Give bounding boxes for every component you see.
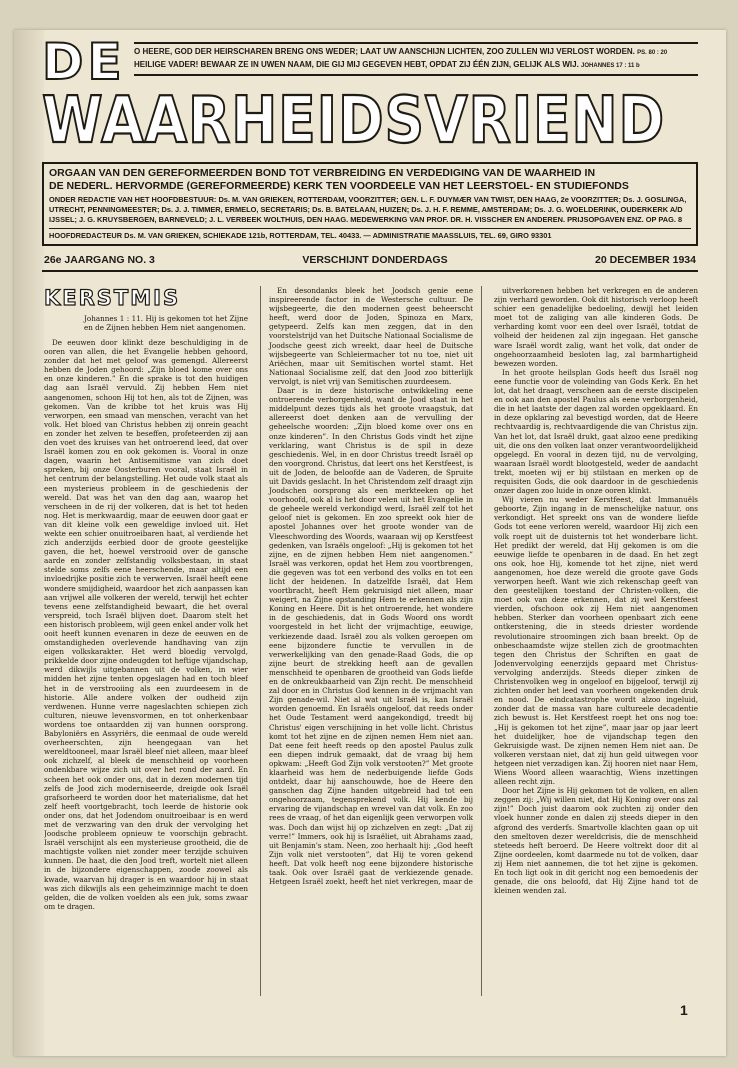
newspaper-title: WAARHEIDSVRIEND [42, 84, 665, 158]
editor-info: HOOFDREDACTEUR Ds. M. VAN GRIEKEN, SCHIEKADE 121b, ROTTERDAM, TEL. 40433. — ADMINISTRATIE MAASSLUIS, TEL. 69, GIRO 93301 [49, 228, 691, 241]
article-paragraph: En desondanks bleek het Joodsch genie eene inspireerende factor in de Westersche cultuur. De wijsbegeerte, die den modernen geest beheerscht heeft, werd door de Joden, Spinoza en Marx, getypeerd. Zelfs kan men zeggen, dat in den voorstelstrijd van het Duitsche Nationaal Socialisme de Joodsche geest zich wreekt, daar heel de Duitsche wijsbegeerte van Schleiermacher tot nu toe, niet uit Ariëchen, maar uit Semitischen wortel stamt. Het Nationaal Socialisme zelf, dat den Jood zoo bitterlijk vervolgt, is niet vrij van Semitischen zuurdeesem. [269, 286, 473, 386]
article-paragraph: uitverkorenen hebben het verkregen en de anderen zijn verhard geworden. Ook dit historisch verloop heeft schier een genadelijke bedoeling, dewijl het leiden moet tot de zaliging van alle kinderen Gods. De verharding komt voor een deel over Israël, totdat de volheid der heidenen zal zijn ingegaan. Het gansche ware Israël wordt zalig, want het volk, dat onder de ongehoorzaamheid besloten lag, zal barmhartigheid bewezen worden. [494, 286, 698, 368]
scripture-ref-2: JOHANNES 17 : 11 b [581, 63, 640, 69]
article-column-1 [44, 286, 248, 996]
editorial-board: ONDER REDACTIE VAN HET HOOFDBESTUUR: Ds. M. VAN GRIEKEN, ROTTERDAM, VOORZITTER; GEN. L. F. DUYMÆR VAN TWIST, DEN HAAG, 2e VOORZITTER; Ds. J. GOSLINGA, UTRECHT, PENNINGMEESTER; Ds. J. J. TIMMER, ERMELO, SECRETARIS; Ds. B. BATELAAN, HUIZEN; Ds. J. H. F. REMME, AMSTERDAM; Ds. J. G. WOELDERINK, OUDERKERK A/D IJSSEL; J. G. KRUYSBERGEN, BARNEVELD; J. L. VERBEEK WOLTHUIS, DEN HAAG. MEDEWERKING VAN PROF. DR. H. VISSCHER EN ANDEREN. PRIJSOPGAVEN ENZ. OP PAG. 8 [49, 195, 687, 225]
issue-date: 20 DECEMBER 1934 [595, 253, 696, 266]
masthead-top-row [42, 33, 698, 91]
article-paragraph: De eeuwen door klinkt deze beschuldiging in de ooren van allen, die het Evangelie hebben gehoord, zonder dat het met geloof was gemengd. Allereerst hebben de Joden gehoord: „Zijn bloed kome over ons en onze kinderen.” En die sprake is tot den huidigen dag aan Israël vervuld. Zij hebben Hem niet aangenomen, schoon Hij tot hen, als tot de Zijnen, was gekomen. Van de kribbe tot het kruis was Hij verworpen, een smaad van menschen, veracht van het volk. Het bloed van Christus hebben zij onrein geacht en zonder het zelven te beseffen, profeteerden zij aan den voet des kruises van het ontroerend leed, dat over Israël komen zou en ook gekomen is. Vooral in onze dagen, waarin het Antisemitisme van zich doet spreken, bij onze Oosterburen vooral, staat Israël in het centrum der belangstelling. Het oude volk staat als een mysterieus probleem in de geschiedenis der wereld. Dat was het van den dag aan, waarop het verscheen in de rij der volkeren, dat is het tot heden nog. Het is merkwaardig, maar de eeuwen door gaat er van dit kleine volk een geweldige invloed uit. Het wekte een schier onuitroeibaren haat, al verdiende het zich anderzijds eerbied door de groote geestelijke gaven, die het, hoewel verstrooid over de gansche aarde en zonder zelfstandig volksbestaan, in staat stelde soms zelfs eene heerschende, maar altijd een invloedrijke positie zich te verwerven. Israël heeft eene wondere smijdigheid, waardoor het zich aanpassen kan aan vrijwel alle volkeren der wereld, terwijl het echter tevens eene zelfstandigheid bewaart, die het overal verspreid, toch Israël blijven doet. Daarom stelt het een historisch probleem, wijl geen enkel ander volk het ooit heeft kunnen evenaren in deze de eeuwen en de omstandigheden overlevende handhaving van zijn eigen volkskarakter. Het werd bloedig vervolgd, prikkelde door zijne ondeugden tot heftige vijandschap, werd dikwijls uitgebannen uit de volken, in wier midden het zijne tenten opgeslagen had en toch bleef het in de verstrooiing als een zuurdeesem in de historie. Alle andere volken der oudheid zijn verdwenen. Hunne verre nageslachten schiepen zich culturen, nieuwe levensvormen, en tot onherkenbaar wordens toe ontaardden zij van hunnen oorsprong. Babyloniërs en Assyriërs, die eenmaal de oude wereld overheerschten, zijn heengegaan van het wereldtooneel, maar Israël bleef niet alleen, maar bleef ook zichzelf, al bleek de menschheid op voorheen ondenkbare wijze zich uit over het rond der aard. En scheen het ook onder ons, dat in dezen modernen tijd zelfs de Jood zich moderniseerde, dreigde ook Israël grafsorheerd te worden door het materialisme, dat het zelf heeft voortgebracht, toch leerde de historie ook onder ons, dat het Jodendom onuitroeibaar is en werd met de verzwaring van den druk der vervolging het Joodsche probleem opnieuw te voorschijn gebracht. Israël verschijnt als een mysterieuse grootheid, die de machtigste volken niet zonder meer terzijde schuiven kunnen. De haat, die den Jood treft, wortelt niet alleen in de bijzondere eigenschappen, zoode zoowel als kwade, waarvan hij drager is en waardoor hij in staat was zich dikwijls als een geheimzinnige macht te doen gelden, die de volken voelden als een juk, soms zwaar om te dragen. [44, 338, 248, 911]
article-columns [44, 286, 698, 996]
masthead [42, 33, 698, 272]
volume-number: 26e JAARGANG NO. 3 [44, 253, 155, 266]
organization-line-1: ORGAAN VAN DEN GEREFORMEERDEN BOND TOT VERBREIDING EN VERDEDIGING VAN DE WAARHEID IN [49, 167, 596, 179]
scripture-line-2: HEILIGE VADER! BEWAAR ZE IN UWEN NAAM, DIE GIJ MIJ GEGEVEN HEBT, OPDAT ZIJ ÉÉN ZIJN, GELIJK ALS WIJ. JOHANNES 17 : 11 b [134, 60, 640, 69]
scripture-line-1: O HEERE, GOD DER HEIRSCHAREN BRENG ONS WEDER; LAAT UW AANSCHIJN LICHTEN, ZOO ZULLEN WIJ VERLOST WORDEN. PS. 80 : 20 [134, 47, 668, 56]
article-paragraph: Daar is in deze historische ontwikkeling eene ontroerende verborgenheid, want de Jood staat in het middelpunt dezes tijds als het groote vraagstuk, dat allereerst doet denken aan de vervulling der geheelsche woorden: „Zijn bloed kome over ons en onze kinderen”. In den Christus Gods vindt het zijne verklaring, want Christus is de spil in deze geschiedenis. Wel, in en door Christus treedt Israël op den voorgrond. Christus, dat leert ons het Kerstfeest, is uit de Joden, de beloofde aan de Vaderen, de Spruite uit Davids geslacht. In het Christendom zelf draagt zijn Joodschen oorsprong als een merkteeken op het voorhoofd, ook al is het door velen uit het Evangelie in de geheele wereld verkondigd werd, Israël zelf tot het geloof niet is gekomen. En zoo spreekt ook hier de apostel Johannes over het groote wonder van de Vleeschwording des Woords, waaraan wij op Kerstfeest gedenken, van Israëls ongeloof: „Hij is gekomen tot het zijne, en de zijnen hebben Hem niet aangenomen.” Israël was verkoren, opdat het Hem zou voortbrengen, die gegeven was tot een verbond des volks en tot een licht der heidenen. In datzelfde Israël, dat Hem voortbracht, heeft Hem gekruisigd niet alleen, maar weigert, na Zijne opstanding Hem te erkennen als zijn Koning en Heere. Dit is het ontroerende, het wondere in de geschiedenis, dat in Gods Woord ons wordt voorgesteld in het licht der vrijmachtige, eeuwige, verkiezende daad. Israël zou als volken geroepen om eene bijzondere functie te vervullen in de verwerkelijking van den genade-Raad Gods, die op zijne beurt de strekking heeft aan de gevallen menschheid te openbaren de grootheid van Gods liefde en de onkreukbaarheid van Zijn recht. De menschheid zal door en in Christus God kennen in de vrijmacht van Zijn genade-wil. Niet al wat uit Israël is, kan Israël worden genoemd. En Israëls ongeloof, dat reeds onder het Oude Testament werd aangekondigd, treedt bij Christus' eigen verschijning in het volle licht. Christus komt tot het zijne en de zijnen nemen Hem niet aan. Dat eene feit heeft reeds op den apostel Paulus zulk een diepen indruk gemaakt, dat de vraag bij hem opkwam: „Heeft God Zijn volk verstooten?” Met groote klaarheid was hem de nederbuigende liefde Gods ontdekt, daar hij aanschouwde, hoe de Heere den ganschen dag Zijne handen uitgebreid had tot een ongehoorzaam, tegensprekend volk. Hij kende bij ervaring de vijandschap en wrevel van dat volk. En zoo rees de vraag, of het dan eigenlijk geen verworpen volk was. Doch dan wijst hij op zichzelven en zegt: „Dat zij verre!” Immers, ook hij is Israëliet, uit Abrahams zaad, uit Benjamin's stam. Neen, zoo herhaalt hij: „God heeft Zijn volk niet verstooten”, dat Hij te voren gekend heeft. Dat volk heeft nog eene bijzondere historische taak. Ook over Israël gaat de verkiezende genade. Hetgeen Israël zoekt, heeft het niet verkregen, maar de [269, 386, 473, 887]
scripture-ref-1: PS. 80 : 20 [637, 50, 668, 56]
article-column-2 [260, 286, 482, 996]
scripture-banner [134, 42, 698, 76]
article-paragraph: Wij vieren nu weder Kerstfeest, dat Immanuëls geboorte, Zijn ingang in de menschelijke natuur, ons verkondigt. Het spreekt ons van de wondere liefde Gods tot eene verloren wereld, waardoor Hij zich een volk roept uit de duisternis tot het wonderbare licht. Het predikt der wereld, dat Hij gekomen is om die eeuwige liefde te openbaren in de daad. En het zegt ons ook, hoe Hij, komende tot het zijne, niet werd aangenomen, hoe deze wereld die groote gave Gods verworpen heeft. Want wie zich rekenschap geeft van den geestelijken toestand der Christen-volken, die moet ook van deze erkennen, dat zij wel Kerstfeest vierden, ofschoon ook zij Hem niet aangenomen hebben. Sterker dan voorheen openbaart zich eene ontkerstening, die in steeds driester wordende revolutionaire stroomingen zich baan breekt. Op de onbeschaamdste wijze stellen zich de grootmachten tegen den Christus der Schriften en gaat de Jodenvervolging eenerzijds gepaard met Christus-vervolging anderzijds. Steeds dieper zinken de Christenvolken weg in ongeloof en bijgeloof, terwijl zij zichten onder het leed van voorheen ongekenden druk en nood. De eindcatastrophe wordt alzoo ingeluid, zonder dat de massa van hare cultureele decadentie zich bewust is. Het Kerstfeest roept het ons nog toe: „Hij is gekomen tot het zijne”, maar jaar op jaar leert het duidelijker, hoe de vijandschap tegen den Gekruisigde wast. De zijnen nemen Hem niet aan. De volkeren verstaan niet, dat zij hun geld uitwegen voor hetgeen niet verzadigen kan. Zij hooren niet naar Hem, Wiens Woord alleen waarachtig, Wiens inzettingen alleen recht zijn. [494, 495, 698, 787]
article-epigraph: Johannes 1 : 11. Hij is gekomen tot het Zijne en de Zijnen hebben Hem niet aangenomen. [84, 314, 248, 332]
article-column-3 [494, 286, 698, 996]
binding-edge [14, 30, 44, 1056]
article-paragraph: Door het Zijne is Hij gekomen tot de volken, en allen zeggen zij: „Wij willen niet, dat Hij Koning over ons zal zijn!” Doch juist daarom ook zuchten zij onder den vloek hunner zonde en dalen zij steeds dieper in den afgrond des verderfs. Smartvolle klachten gaan op uit den smeltoven dezer wereldcrisis, die de menschheid steteeds heft beroerd. De Heere voltrekt door dit al Zijne oordeelen, komt daarmede nu tot de volken, daar zij Hem niet aannemen, die tot het zijne is gekomen. En toch ligt ook in dit gericht nog een bemoedenis der genade, die ons beloofd, dat Hij Zijne hand tot de kleinen wenden zal. [494, 786, 698, 896]
page-number: 1 [680, 1002, 688, 1018]
article-paragraph: In het groote heilsplan Gods heeft dus Israël nog eene functie voor de voleinding van Gods Kerk. En het lot, dat het draagt, verscheen aan de eerste discipelen en ook aan den apostel Paulus als eene verborgenheid, die in het laatste der dagen zal worden opgeklaard. En in deze opklaring zal bevestigd worden, dat de Heere rechtvaardig is, rechtvaardigende die van Christus zijn. Van het lot, dat Israël drukt, gaat alzoo eene prediking uit, die ons den volken laat onzer verantwoordelijkheid opgelegd. En vooral in dezen tijd, nu de vervolging, waaraan Israël wordt blootgesteld, weder de aandacht trekt, moeten wij er bij stilstaan en merken op de requisiten Gods, die ook daardoor in de geschiedenis onzer dagen zoo luide in onze ooren klinkt. [494, 367, 698, 496]
article-title: KERSTMIS [44, 286, 181, 310]
edition-bar [42, 248, 698, 272]
publication-schedule: VERSCHIJNT DONDERDAGS [302, 253, 448, 266]
masthead-de: DE [42, 33, 126, 91]
organization-box [42, 162, 698, 246]
organization-line-2: DE NEDERL. HERVORMDE (GEREFORMEERDE) KERK TEN VOORDEELE VAN HET LEERSTOEL- EN STUDIEFONDS [49, 180, 629, 192]
